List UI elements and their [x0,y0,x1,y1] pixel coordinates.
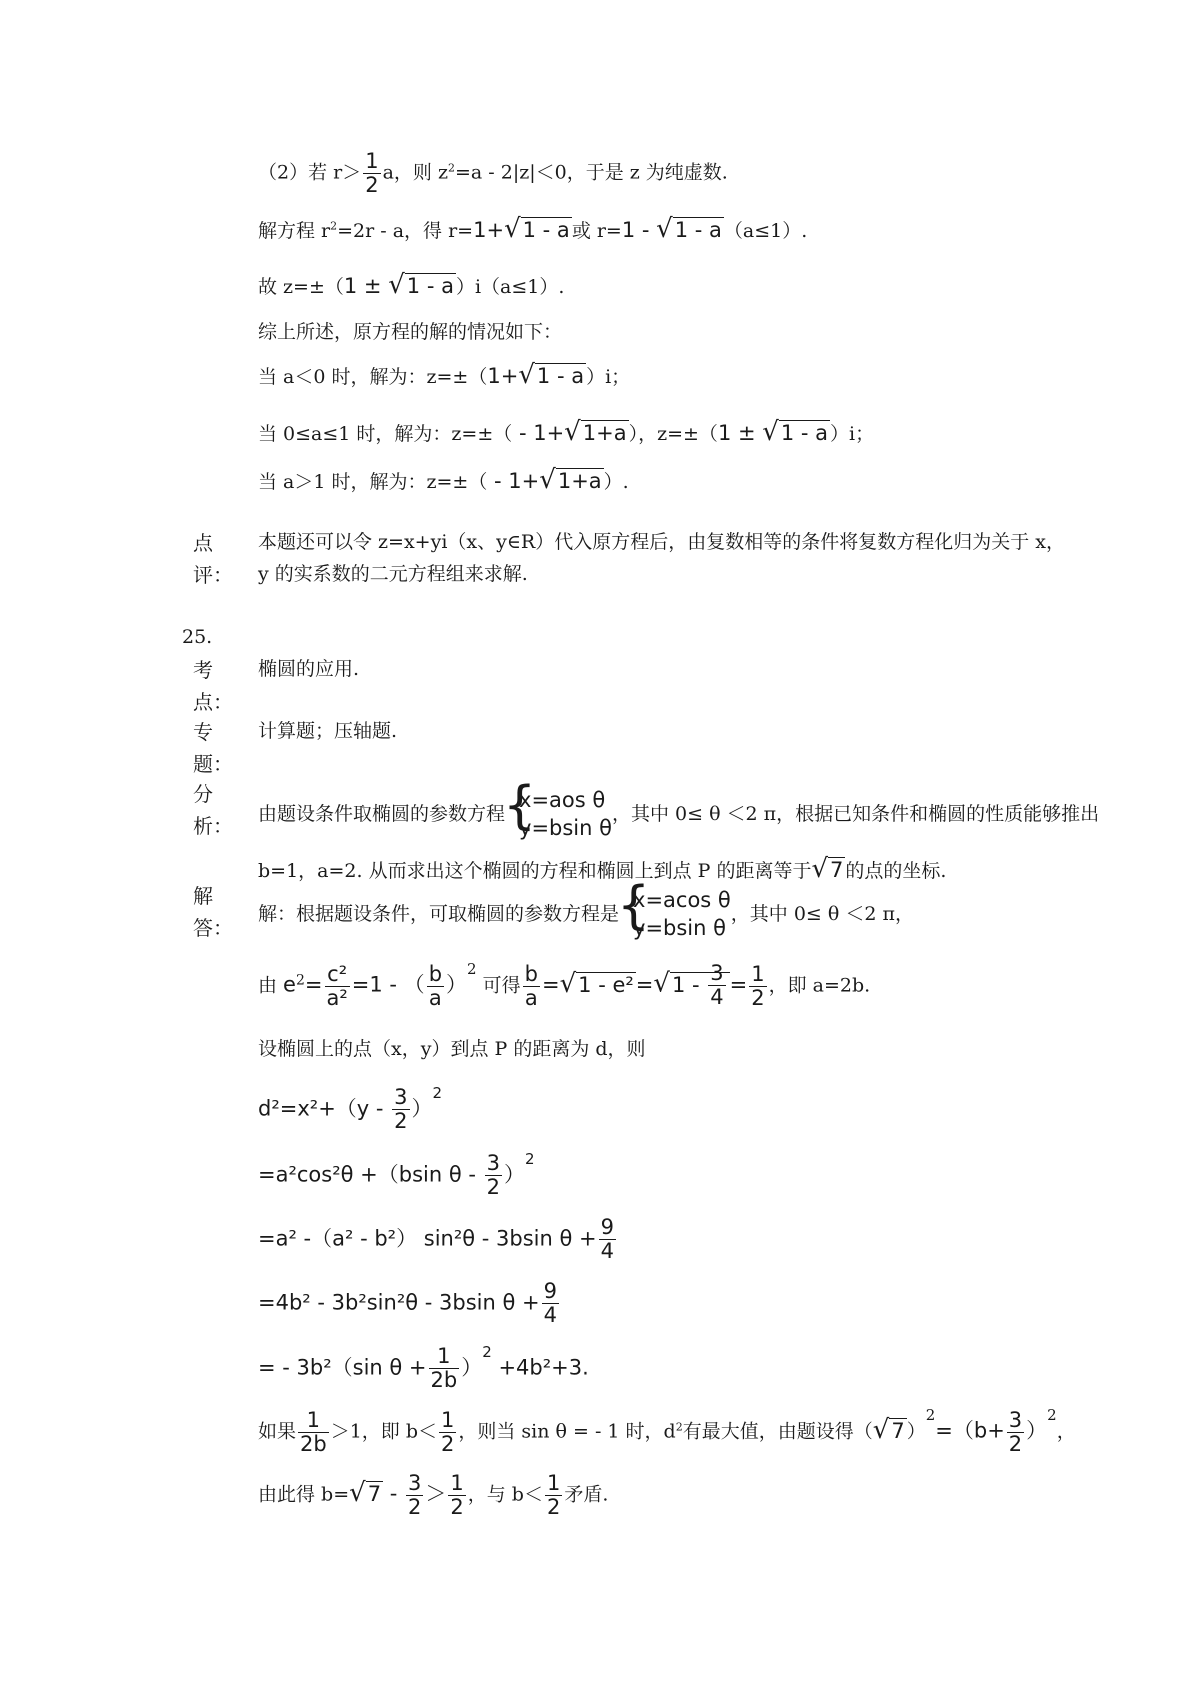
frac-num: 3 [486,1151,500,1175]
frac-num: b [428,962,443,986]
fraction [523,963,540,1010]
math: 1 ± [343,274,389,298]
system-row: x=acos θ [633,888,731,912]
sqrt-arg: 1 - a [780,421,828,445]
text: ）i（a≤1）. [455,276,565,298]
frac-num: 3 [710,961,724,985]
math: = [541,972,560,997]
superscript: 2 [432,1083,443,1102]
math: = - 3b²（sin θ + [258,1355,427,1380]
frac-num: 1 [751,962,765,986]
zhuanti-text: 计算题；压轴题. [258,720,398,742]
frac-num: 3 [394,1085,408,1109]
text: ）. [603,471,629,493]
jieda-line-4 [258,1083,443,1134]
frac-den: a [428,986,442,1011]
fraction [406,1472,423,1519]
math: = [635,972,654,997]
system-row: x=aos θ [519,788,606,812]
frac-num: 1 [298,1409,329,1433]
sqrt: √7 [349,1477,382,1508]
fraction [298,1409,329,1456]
superscript: 2 [925,1405,936,1424]
frac-num: 1 [365,149,379,173]
text: a，则 z [382,161,448,184]
jieda-line-1 [258,876,914,943]
math: ） [504,1162,525,1187]
equation-system: { x=acos θ y=bsin θ [619,886,731,943]
question-number: 25. [182,626,213,648]
math: =a² -（a² - b²） sin²θ - 3bsin θ + [258,1226,597,1251]
math: - [383,1481,405,1506]
text: 由 [258,974,284,997]
sqrt: √7 [811,854,844,884]
frac-num: 3 [408,1471,422,1495]
sqrt-arg: 1+a [582,421,627,445]
kaodian-text: 椭圆的应用. [258,658,360,680]
math: =1 - （ [351,972,425,997]
kaodian-label-2: 点： [193,690,233,714]
fraction [429,1345,460,1392]
frac-den: 2 [365,173,379,198]
frac-den: 2 [441,1432,455,1457]
text: ，即 a=2b. [768,974,871,997]
comment-text-2: y 的实系数的二元方程组来求解. [258,563,528,585]
text: ，其中 0≤ θ ＜2 π， [730,902,914,925]
jieda-line-3: 设椭圆上的点（x，y）到点 P 的距离为 d，则 [258,1038,646,1060]
sqrt: √1 - $\frac{3}{4}$ [653,962,729,1009]
math: ） [1026,1418,1048,1443]
frac-den: 2 [450,1495,464,1520]
text: 有最大值，由题设得（ [682,1420,873,1443]
text: ，则当 sin θ = - 1 时，d [458,1420,676,1443]
superscript: 2 [525,1149,535,1168]
sqrt-arg: 1+a [557,469,602,493]
fenxi-line-2 [258,856,946,882]
text: ）i； [586,366,631,388]
fraction [325,963,350,1010]
sec24-line-7 [258,467,629,493]
jieda-label-2: 答： [193,916,233,940]
fraction [392,1086,409,1133]
jieda-line-9 [258,1405,1076,1457]
sqrt: √1+a [539,465,602,495]
text: 解：根据题设条件，可取椭圆的参数方程是 [258,902,620,925]
text: 故 z=±（ [258,276,344,298]
frac-den: 4 [710,985,724,1010]
frac-den: 2 [546,1495,561,1520]
frac-num: 9 [543,1279,557,1303]
comment-text-1: 本题还可以令 z=x+yi（x、y∈R）代入原方程后，由复数相等的条件将复数方程化归为关于 x， [258,531,1065,553]
text: ，与 b＜ [467,1483,543,1506]
superscript: 2 [295,972,305,989]
frac-num: 3 [1008,1408,1023,1432]
math: +4b²+3. [491,1355,589,1380]
math: ） [461,1355,483,1380]
fraction [448,1472,465,1519]
text: ） [906,1420,926,1443]
text: （a≤1）. [723,220,808,242]
sqrt-arg: 1 - e² [578,972,634,997]
text: 或 r= [571,220,622,242]
sec24-line-6 [258,419,874,445]
comment-label-2: 评： [193,563,233,587]
math: e [283,972,296,997]
superscript: 2 [330,219,338,233]
sec24-line-4: 综上所述，原方程的解的情况如下： [258,321,563,343]
math: = [304,972,323,997]
sqrt-arg: 1 - a [522,218,570,242]
sqrt-arg: 7 [367,1481,382,1506]
math: - 1+ [512,421,565,445]
frac-den: 2b [430,1368,458,1393]
zhuanti-label-2: 题： [193,752,233,776]
text: 可得 [476,974,521,997]
text: ，其中 0≤ θ ＜2 π，根据已知条件和椭圆的性质能够推出 [611,802,1100,825]
comment-label-1: 点 [193,531,213,555]
fraction [542,1280,559,1327]
sqrt: √1 - e² [559,968,634,999]
jieda-line-6 [258,1216,618,1263]
text: 解方程 r [258,220,331,242]
frac-den: 2 [408,1495,422,1520]
math: ） [446,972,468,997]
fenxi-line-1 [258,776,1100,843]
sqrt: √7 [872,1414,905,1445]
sqrt: √1 - a [518,360,585,390]
text: =2r - a，得 r= [337,220,474,242]
text: 由此得 b= [258,1483,350,1506]
math: d²=x²+（y - [258,1096,391,1121]
frac-num: 1 [441,1408,455,1432]
jieda-line-8 [258,1342,589,1393]
text: 当 a＜0 时，解为：z=±（ [258,366,488,388]
system-row: y=bsin θ [633,916,726,941]
system-row: y=bsin θ [519,816,612,841]
fraction [599,1216,616,1263]
superscript: 2 [482,1342,492,1361]
text: （2）若 r＞ [258,161,362,184]
math: =（b+ [935,1418,1005,1443]
text: b=1，a=2. 从而求出这个椭圆的方程和椭圆上到点 P 的距离等于 [258,860,812,882]
sqrt: √1 - a [762,417,828,447]
math: 1 - [621,218,657,242]
fraction [708,962,725,1009]
fraction [1007,1409,1024,1456]
frac-num: 1 [546,1471,561,1495]
frac-den: 2 [751,986,765,1011]
sqrt-arg: 1 - a [536,364,585,388]
math: =4b² - 3b²sin²θ - 3bsin θ + [258,1290,540,1315]
sqrt: √1+a [564,417,627,447]
frac-den: 2b [300,1432,327,1457]
sec24-line-3 [258,272,564,298]
jieda-label-1: 解 [193,884,213,908]
frac-den: a [524,986,538,1011]
superscript: 2 [1047,1405,1057,1424]
fenxi-label-2: 析： [193,814,233,838]
sqrt-arg: 1 - a [674,218,722,242]
frac-num: 1 [450,1471,464,1495]
math: 1 ± [717,421,763,445]
superscript: 2 [675,1420,683,1434]
frac-den: 4 [600,1239,614,1264]
fraction [545,1472,562,1519]
text: 如果 [258,1420,297,1443]
frac-num: c² [325,963,350,987]
fraction [749,963,766,1010]
sqrt: √1 - a [388,270,454,300]
math: =a²cos²θ +（bsin θ - [258,1162,483,1187]
sec24-line-2 [258,216,807,242]
equation-system: { x=aos θ y=bsin θ [505,786,612,843]
sqrt-arg [670,961,730,1010]
math: 1+ [473,218,505,242]
text: ），z=±（ [628,423,718,445]
math: - 1+ [487,469,540,493]
superscript: 2 [447,161,455,175]
superscript: 2 [467,959,477,978]
fraction [427,963,444,1010]
jieda-line-7 [258,1280,561,1327]
sec24-line-5 [258,362,630,388]
math: ＞ [425,1481,447,1506]
text: 由题设条件取椭圆的参数方程 [258,802,506,825]
frac-num: 9 [600,1215,614,1239]
fenxi-label-1: 分 [193,782,213,806]
math: = [729,972,748,997]
text: ＞1，即 b＜ [330,1420,438,1443]
frac-den: 2 [394,1109,408,1134]
sqrt: √1 - a [656,214,722,244]
fraction [363,150,380,197]
sqrt-arg: 7 [830,858,844,882]
sqrt: √1 - a [504,214,570,244]
text: ）i； [830,423,875,445]
text: =a - 2|z|＜0，于是 z 为纯虚数. [454,161,728,184]
fraction [439,1409,456,1456]
jieda-line-10 [258,1472,608,1519]
math: 1+ [487,364,519,388]
math: 1 - [671,972,707,997]
text: ， [1056,1420,1076,1443]
text: 当 0≤a≤1 时，解为：z=±（ [258,423,513,445]
jieda-line-5 [258,1149,535,1200]
text: 的点的坐标. [845,860,947,882]
frac-den: 2 [1008,1432,1023,1457]
kaodian-label-1: 考 [193,658,213,682]
sqrt-arg: 1 - a [406,274,454,298]
sqrt-arg: 7 [891,1418,905,1443]
sec24-line-1 [258,150,728,197]
fraction [485,1152,502,1199]
frac-den: 4 [543,1303,557,1328]
frac-num: 1 [429,1345,460,1369]
frac-den: 2 [486,1175,500,1200]
jieda-line-2 [258,959,871,1011]
math: ） [411,1096,433,1121]
frac-den: a² [326,986,348,1011]
frac-num: b [524,962,538,986]
text: 当 a＞1 时，解为：z=±（ [258,471,488,493]
zhuanti-label-1: 专 [193,720,213,744]
text: 矛盾. [564,1483,609,1506]
